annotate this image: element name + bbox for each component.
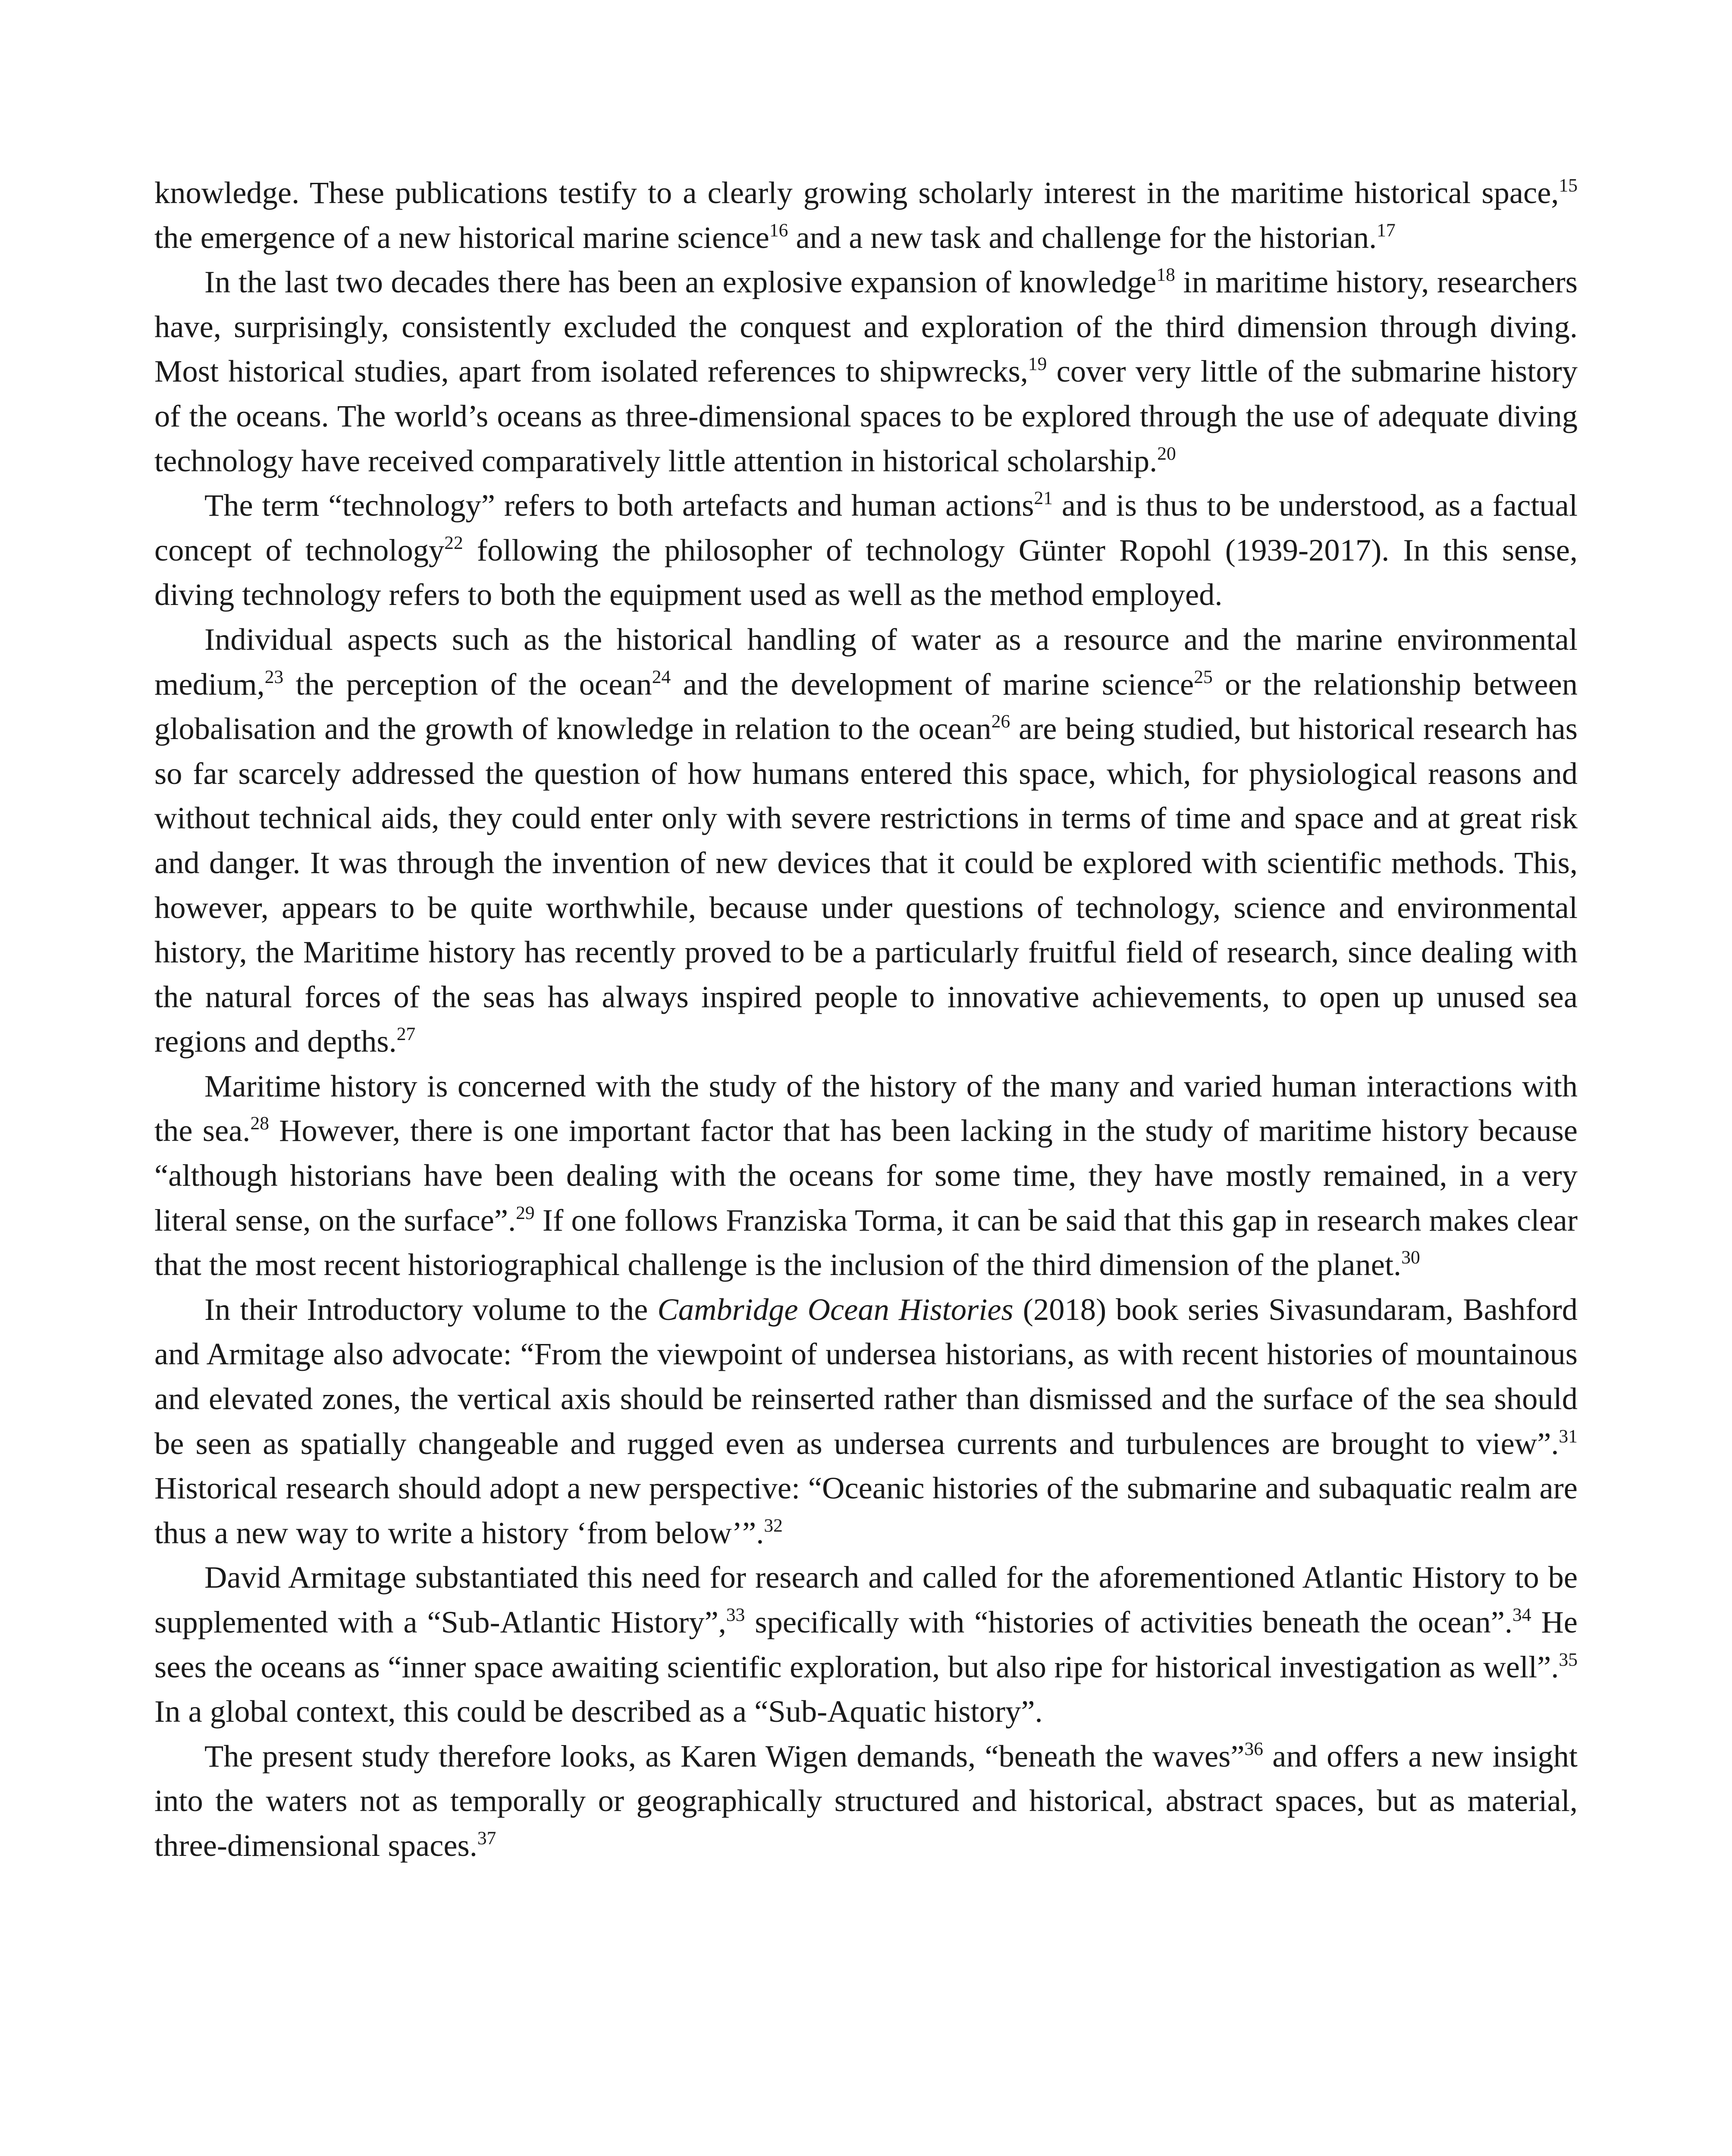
paragraph xyxy=(154,260,1578,483)
footnote-marker: 36 xyxy=(1244,1738,1264,1759)
text-run: Individual aspects such as the historical handling of water as a resource and the marine environmental medium, xyxy=(154,621,1578,702)
text-run: He sees the oceans as “inner space awaiting scientific exploration, but also ripe for historical investigation as well”. xyxy=(154,1604,1578,1684)
body-text xyxy=(154,170,1578,1868)
paragraph xyxy=(154,1064,1578,1287)
footnote-marker: 16 xyxy=(769,219,788,241)
footnote-marker: 26 xyxy=(991,711,1010,732)
footnote-marker: 17 xyxy=(1377,219,1396,241)
text-run: and is thus to be understood, as a factual concept of technology xyxy=(154,488,1578,567)
text-run: following the philosopher of technology Günter Ropohl (1939-2017). In this sense, diving technology refers to both the equipment used as well as the method employed. xyxy=(154,532,1578,612)
text-run: However, there is one important factor that has been lacking in the study of maritime history because “although historians have been dealing with the oceans for some time, they have mostly remained, in a very literal sense, on the surface”. xyxy=(154,1113,1578,1238)
paragraph xyxy=(154,170,1578,260)
footnote-marker: 35 xyxy=(1559,1649,1578,1670)
footnote-marker: 20 xyxy=(1157,443,1176,464)
text-run: cover very little of the submarine history of the oceans. The world’s oceans as three-dimensional spaces to be explored through the use of adequate diving technology have received comparatively little attention in historical scholarship. xyxy=(154,354,1578,478)
footnote-marker: 31 xyxy=(1559,1426,1578,1447)
footnote-marker: 23 xyxy=(264,666,284,687)
footnote-marker: 21 xyxy=(1034,488,1053,509)
footnote-marker: 18 xyxy=(1156,264,1175,285)
footnote-marker: 29 xyxy=(516,1202,535,1223)
text-run: In their Introductory volume to the xyxy=(204,1291,658,1327)
paragraph xyxy=(154,1734,1578,1868)
text-run: In a global context, this could be described as a “Sub-Aquatic history”. xyxy=(154,1694,1043,1729)
footnote-marker: 34 xyxy=(1512,1604,1531,1626)
footnote-marker: 19 xyxy=(1028,354,1047,375)
footnote-marker: 28 xyxy=(250,1113,269,1134)
paragraph xyxy=(154,617,1578,1064)
text-run: are being studied, but historical research has so far scarcely addressed the question of how humans entered this space, which, for physiological reasons and without technical aids, they could enter only with severe restrictions in terms of time and space and at great risk and danger. It was through the invention of new devices that it could be explored with scientific methods. This, however, appears to be quite worthwhile, because under questions of technology, science and environmental history, the Maritime history has recently proved to be a particularly fruitful field of research, since dealing with the natural forces of the seas has always inspired people to innovative achievements, to open up unused sea regions and depths. xyxy=(154,711,1578,1059)
text-run: and a new task and challenge for the historian. xyxy=(788,219,1377,255)
paragraph xyxy=(154,1555,1578,1733)
text-run: the perception of the ocean xyxy=(283,666,652,702)
footnote-marker: 37 xyxy=(477,1828,496,1849)
text-run: Maritime history is concerned with the study of the history of the many and varied human interactions with the sea. xyxy=(154,1068,1578,1148)
text-run: If one follows Franziska Torma, it can be said that this gap in research makes clear that the most recent historiographical challenge is the inclusion of the third dimension of the planet. xyxy=(154,1202,1578,1282)
text-run: and offers a new insight into the waters not as temporally or geographically structured and historical, abstract spaces, but as material, three-dimensional spaces. xyxy=(154,1738,1578,1863)
footnote-marker: 22 xyxy=(444,532,463,553)
text-run: and the development of marine science xyxy=(671,666,1194,702)
footnote-marker: 32 xyxy=(764,1515,783,1536)
text-run: or the relationship between globalisation and the growth of knowledge in relation to the ocean xyxy=(154,666,1578,746)
footnote-marker: 33 xyxy=(726,1604,745,1626)
footnote-marker: 25 xyxy=(1194,666,1213,687)
text-run: knowledge. These publications testify to a clearly growing scholarly interest in the maritime historical space, xyxy=(154,175,1559,210)
footnote-marker: 30 xyxy=(1401,1247,1420,1268)
text-run: (2018) book series Sivasundaram, Bashford and Armitage also advocate: “From the viewpoint of undersea historians, as with recent histories of mountainous and elevated zones, the vertical axis should be reinserted rather than dismissed and the surface of the sea should be seen as spatially changeable and rugged even as undersea currents and turbulences are brought to view”. xyxy=(154,1291,1578,1461)
text-run: The present study therefore looks, as Karen Wigen demands, “beneath the waves” xyxy=(204,1738,1245,1774)
footnote-marker: 24 xyxy=(652,666,671,687)
text-run: specifically with “histories of activities beneath the ocean”. xyxy=(745,1604,1513,1639)
text-run: David Armitage substantiated this need for research and called for the aforementioned Atlantic History to be supplemented with a “Sub-Atlantic History”, xyxy=(154,1560,1578,1639)
text-run: Historical research should adopt a new perspective: “Oceanic histories of the submarine and subaquatic realm are thus a new way to write a history ‘from below’”. xyxy=(154,1470,1578,1550)
text-run: The term “technology” refers to both artefacts and human actions xyxy=(204,488,1034,523)
paragraph xyxy=(154,483,1578,617)
paragraph xyxy=(154,1287,1578,1555)
footnote-marker: 15 xyxy=(1559,175,1578,196)
text-run: In the last two decades there has been an explosive expansion of knowledge xyxy=(204,264,1157,300)
text-run: the emergence of a new historical marine science xyxy=(154,219,769,255)
text-run: in maritime history, researchers have, surprisingly, consistently excluded the conquest and exploration of the third dimension through diving. Most historical studies, apart from isolated references to shipwrecks, xyxy=(154,264,1578,389)
footnote-marker: 27 xyxy=(396,1024,416,1045)
italic-title: Cambridge Ocean Histories xyxy=(657,1291,1013,1327)
